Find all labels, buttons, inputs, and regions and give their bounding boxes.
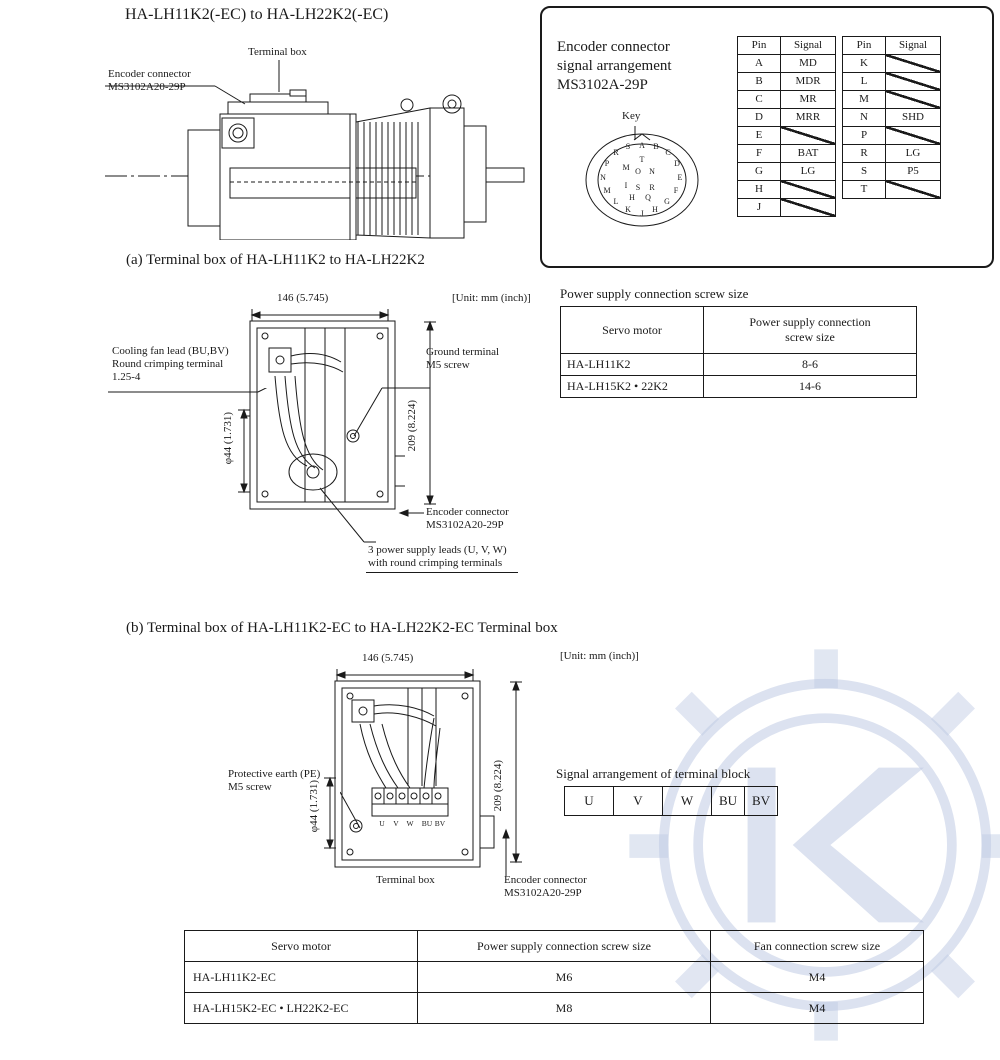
signal-cell: BU xyxy=(712,787,745,816)
section-b-caption: (b) Terminal box of HA-LH11K2-EC to HA-LH22K2-EC Terminal box xyxy=(126,620,558,636)
encoder-table-row xyxy=(738,55,836,73)
svg-text:S: S xyxy=(635,183,641,192)
section-a-unit-note: [Unit: mm (inch)] xyxy=(452,292,531,304)
ground-terminal-label: Ground terminal M5 screw xyxy=(426,346,500,371)
encoder-table-row xyxy=(843,127,941,145)
blank-slash-icon xyxy=(886,127,940,144)
section-b-encoder-connector-label: Encoder connector MS3102A20-29P xyxy=(504,874,587,899)
svg-text:J: J xyxy=(640,209,644,218)
screw-table-row xyxy=(561,376,917,398)
svg-text:O: O xyxy=(635,167,641,176)
encoder-pin-cell: D xyxy=(738,109,781,127)
encoder-signal-cell xyxy=(781,127,836,145)
blank-slash-icon xyxy=(886,91,940,108)
screw-size-cell: 14-6 xyxy=(704,376,917,398)
svg-text:BV: BV xyxy=(434,819,446,828)
encoder-signal-cell xyxy=(886,127,941,145)
encoder-table-header: Pin xyxy=(843,37,886,55)
encoder-table-row xyxy=(738,73,836,91)
encoder-pin-cell: M xyxy=(843,91,886,109)
svg-text:M: M xyxy=(603,186,611,195)
encoder-signal-cell xyxy=(886,55,941,73)
encoder-signal-cell: MR xyxy=(781,91,836,109)
signal-block-title: Signal arrangement of terminal block xyxy=(556,766,751,781)
screw-table-row xyxy=(561,354,917,376)
encoder-table-row xyxy=(738,199,836,217)
servo-motor-cell: HA-LH11K2-EC xyxy=(185,962,418,993)
motor-encoder-connector-label: Encoder connector MS3102A20-29P xyxy=(108,68,191,93)
encoder-table-header: Pin xyxy=(738,37,781,55)
fan-screw-size-cell: M4 xyxy=(711,962,924,993)
encoder-pin-cell: N xyxy=(843,109,886,127)
screw-size-cell: 8-6 xyxy=(704,354,917,376)
bottom-table-row xyxy=(185,962,924,993)
section-a-encoder-leader xyxy=(398,506,426,525)
motor-terminal-box-label: Terminal box xyxy=(248,46,307,58)
encoder-pin-cell: F xyxy=(738,145,781,163)
encoder-signal-cell: MRR xyxy=(781,109,836,127)
signal-arrangement-row xyxy=(565,787,778,816)
encoder-pin-table-right xyxy=(842,36,941,199)
terminal-box-figure-b xyxy=(330,676,495,879)
encoder-signal-cell: LG xyxy=(886,145,941,163)
protective-earth-label: Protective earth (PE) M5 screw xyxy=(228,768,321,793)
encoder-table-header: Signal xyxy=(886,37,941,55)
cooling-fan-lead-leader xyxy=(108,388,278,413)
screw-table-header-servo-motor: Servo motor xyxy=(561,307,704,354)
power-screw-size-cell: M8 xyxy=(418,993,711,1024)
encoder-table-header: Signal xyxy=(781,37,836,55)
encoder-signal-cell xyxy=(781,199,836,217)
connector-pin-layout xyxy=(582,130,702,235)
encoder-pin-cell: L xyxy=(843,73,886,91)
section-a-width-dim: 146 (5.745) xyxy=(277,292,329,304)
svg-text:T: T xyxy=(639,155,645,164)
svg-text:P: P xyxy=(604,159,610,168)
svg-text:R: R xyxy=(613,148,619,157)
blank-slash-icon xyxy=(781,199,835,216)
svg-text:A: A xyxy=(639,141,645,150)
servo-motor-cell: HA-LH15K2 • 22K2 xyxy=(561,376,704,398)
servo-motor-cell: HA-LH15K2-EC • LH22K2-EC xyxy=(185,993,418,1024)
encoder-table-row xyxy=(843,55,941,73)
encoder-pin-cell: B xyxy=(738,73,781,91)
power-supply-leads-label: 3 power supply leads (U, V, W) with round crimping terminals xyxy=(368,544,507,569)
svg-text:F: F xyxy=(673,186,679,195)
svg-text:M: M xyxy=(622,163,630,172)
section-b-encoder-leader xyxy=(482,820,522,885)
encoder-signal-cell xyxy=(886,181,941,199)
encoder-table-row xyxy=(738,109,836,127)
section-a-encoder-connector-label: Encoder connector MS3102A20-29P xyxy=(426,506,509,531)
section-b-width-dim: 146 (5.745) xyxy=(362,652,414,664)
svg-text:D: D xyxy=(674,159,680,168)
encoder-table-row xyxy=(843,109,941,127)
encoder-signal-cell: MD xyxy=(781,55,836,73)
svg-text:W: W xyxy=(406,819,414,828)
svg-text:I: I xyxy=(624,181,628,190)
svg-text:K: K xyxy=(625,205,631,214)
encoder-signal-cell xyxy=(886,91,941,109)
cooling-fan-lead-label: Cooling fan lead (BU,BV) Round crimping terminal 1.25-4 xyxy=(112,345,229,383)
svg-text:N: N xyxy=(649,167,655,176)
encoder-table-row xyxy=(738,91,836,109)
encoder-pin-cell: G xyxy=(738,163,781,181)
encoder-pin-cell: E xyxy=(738,127,781,145)
encoder-signal-cell xyxy=(781,181,836,199)
encoder-table-row xyxy=(738,181,836,199)
protective-earth-leader xyxy=(340,790,368,839)
encoder-signal-cell: LG xyxy=(781,163,836,181)
svg-text:V: V xyxy=(393,819,399,828)
signal-cell: V xyxy=(614,787,663,816)
bottom-table-header: Power supply connection screw size xyxy=(418,931,711,962)
power-supply-leads-underline xyxy=(366,572,518,573)
encoder-pin-cell: T xyxy=(843,181,886,199)
svg-text:B: B xyxy=(653,142,659,151)
svg-text:H: H xyxy=(629,193,635,202)
encoder-pin-cell: H xyxy=(738,181,781,199)
svg-text:E: E xyxy=(677,173,683,182)
signal-cell: U xyxy=(565,787,614,816)
signal-arrangement-table xyxy=(564,786,778,816)
bottom-screw-size-table xyxy=(184,930,924,1024)
power-supply-leads-leader xyxy=(318,486,378,553)
svg-text:Q: Q xyxy=(645,193,651,202)
page-title: HA-LH11K2(-EC) to HA-LH22K2(-EC) xyxy=(125,6,389,23)
svg-text:R: R xyxy=(649,183,655,192)
encoder-pin-cell: S xyxy=(843,163,886,181)
encoder-pin-cell: K xyxy=(843,55,886,73)
encoder-pin-table-left xyxy=(737,36,836,217)
signal-cell: W xyxy=(663,787,712,816)
servo-motor-cell: HA-LH11K2 xyxy=(561,354,704,376)
blank-slash-icon xyxy=(886,73,940,90)
encoder-table-row xyxy=(738,163,836,181)
svg-text:BU: BU xyxy=(421,819,433,828)
encoder-pin-cell: A xyxy=(738,55,781,73)
encoder-pin-cell: C xyxy=(738,91,781,109)
svg-text:G: G xyxy=(664,197,670,206)
encoder-signal-cell xyxy=(886,73,941,91)
blank-slash-icon xyxy=(886,181,940,198)
encoder-signal-cell: SHD xyxy=(886,109,941,127)
svg-text:N: N xyxy=(600,173,606,182)
encoder-signal-cell: MDR xyxy=(781,73,836,91)
encoder-table-row xyxy=(843,73,941,91)
encoder-connector-panel xyxy=(540,6,994,268)
ground-terminal-leader xyxy=(352,378,432,447)
svg-text:L: L xyxy=(613,197,619,206)
encoder-signal-cell: P5 xyxy=(886,163,941,181)
encoder-pin-cell: J xyxy=(738,199,781,217)
leader-terminal-box xyxy=(277,60,301,99)
encoder-signal-cell: BAT xyxy=(781,145,836,163)
svg-text:S: S xyxy=(625,142,631,151)
signal-cell: BV xyxy=(745,787,778,816)
screw-table-title: Power supply connection screw size xyxy=(560,286,749,301)
section-b-terminal-box-label: Terminal box xyxy=(376,874,435,886)
section-a-caption: (a) Terminal box of HA-LH11K2 to HA-LH22K2 xyxy=(126,252,425,268)
section-b-unit-note: [Unit: mm (inch)] xyxy=(560,650,639,662)
blank-slash-icon xyxy=(781,181,835,198)
svg-text:C: C xyxy=(665,148,671,157)
power-screw-size-cell: M6 xyxy=(418,962,711,993)
blank-slash-icon xyxy=(886,55,940,72)
section-a-diameter-dim-line xyxy=(238,408,250,499)
encoder-pin-cell: P xyxy=(843,127,886,145)
svg-text:U: U xyxy=(379,819,385,828)
bottom-table-header: Fan connection screw size xyxy=(711,931,924,962)
fan-screw-size-cell: M4 xyxy=(711,993,924,1024)
section-b-diameter-dim-line xyxy=(324,776,336,855)
bottom-table-row xyxy=(185,993,924,1024)
encoder-table-row xyxy=(738,127,836,145)
encoder-table-row xyxy=(843,163,941,181)
encoder-table-row xyxy=(843,145,941,163)
encoder-table-row xyxy=(843,91,941,109)
svg-text:H: H xyxy=(652,205,658,214)
encoder-pin-cell: R xyxy=(843,145,886,163)
blank-slash-icon xyxy=(781,127,835,144)
bottom-table-header: Servo motor xyxy=(185,931,418,962)
screw-table-header-screw-size: Power supply connection screw size xyxy=(704,307,917,354)
encoder-panel-title: Encoder connector signal arrangement MS3102A-29P xyxy=(557,39,672,93)
encoder-table-row xyxy=(738,145,836,163)
screw-size-table xyxy=(560,306,917,398)
encoder-key-label: Key xyxy=(622,110,641,122)
motor-assembly-figure xyxy=(100,30,520,230)
encoder-table-row xyxy=(843,181,941,199)
